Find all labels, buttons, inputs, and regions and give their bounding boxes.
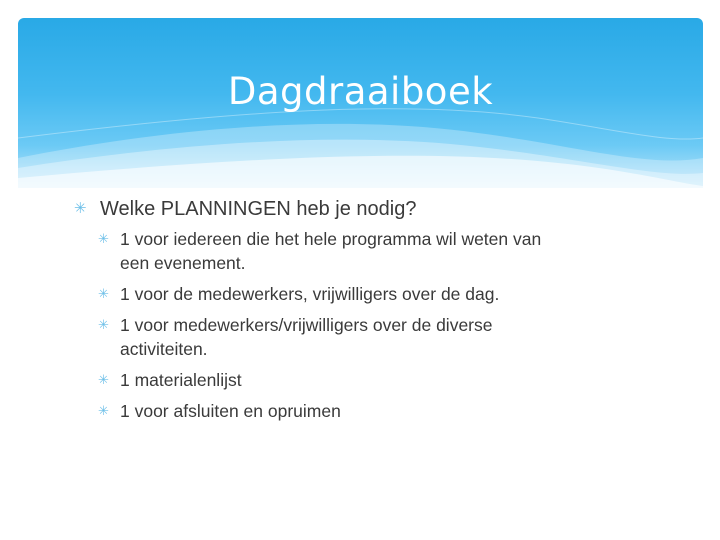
sub-bullet bbox=[98, 282, 550, 306]
sub-bullet-list bbox=[98, 227, 674, 423]
slide-title: Dagdraaiboek bbox=[227, 70, 494, 113]
asterisk-bullet-icon: ✳ bbox=[74, 200, 87, 217]
main-bullet bbox=[74, 193, 674, 225]
asterisk-bullet-icon: ✳ bbox=[98, 231, 109, 246]
asterisk-bullet-icon: ✳ bbox=[98, 286, 109, 301]
asterisk-bullet-icon: ✳ bbox=[98, 403, 109, 418]
bullet-content bbox=[74, 193, 674, 430]
sub-bullet bbox=[98, 368, 550, 392]
sub-bullet bbox=[98, 313, 550, 361]
sub-bullet-text: 1 materialenlijst bbox=[120, 370, 242, 390]
sub-bullet-text: 1 voor afsluiten en opruimen bbox=[120, 401, 341, 421]
asterisk-bullet-icon: ✳ bbox=[98, 317, 109, 332]
asterisk-bullet-icon: ✳ bbox=[98, 372, 109, 387]
sub-bullet bbox=[98, 399, 550, 423]
sub-bullet-text: 1 voor iedereen die het hele programma wil weten van een evenement. bbox=[120, 229, 542, 273]
sub-bullet bbox=[98, 227, 550, 275]
main-bullet-text: Welke PLANNINGEN heb je nodig? bbox=[100, 198, 417, 220]
sub-bullet-text: 1 voor medewerkers/vrijwilligers over de diverse activiteiten. bbox=[120, 315, 493, 359]
sub-bullet-text: 1 voor de medewerkers, vrijwilligers over de dag. bbox=[120, 284, 500, 304]
title-banner bbox=[18, 18, 703, 188]
